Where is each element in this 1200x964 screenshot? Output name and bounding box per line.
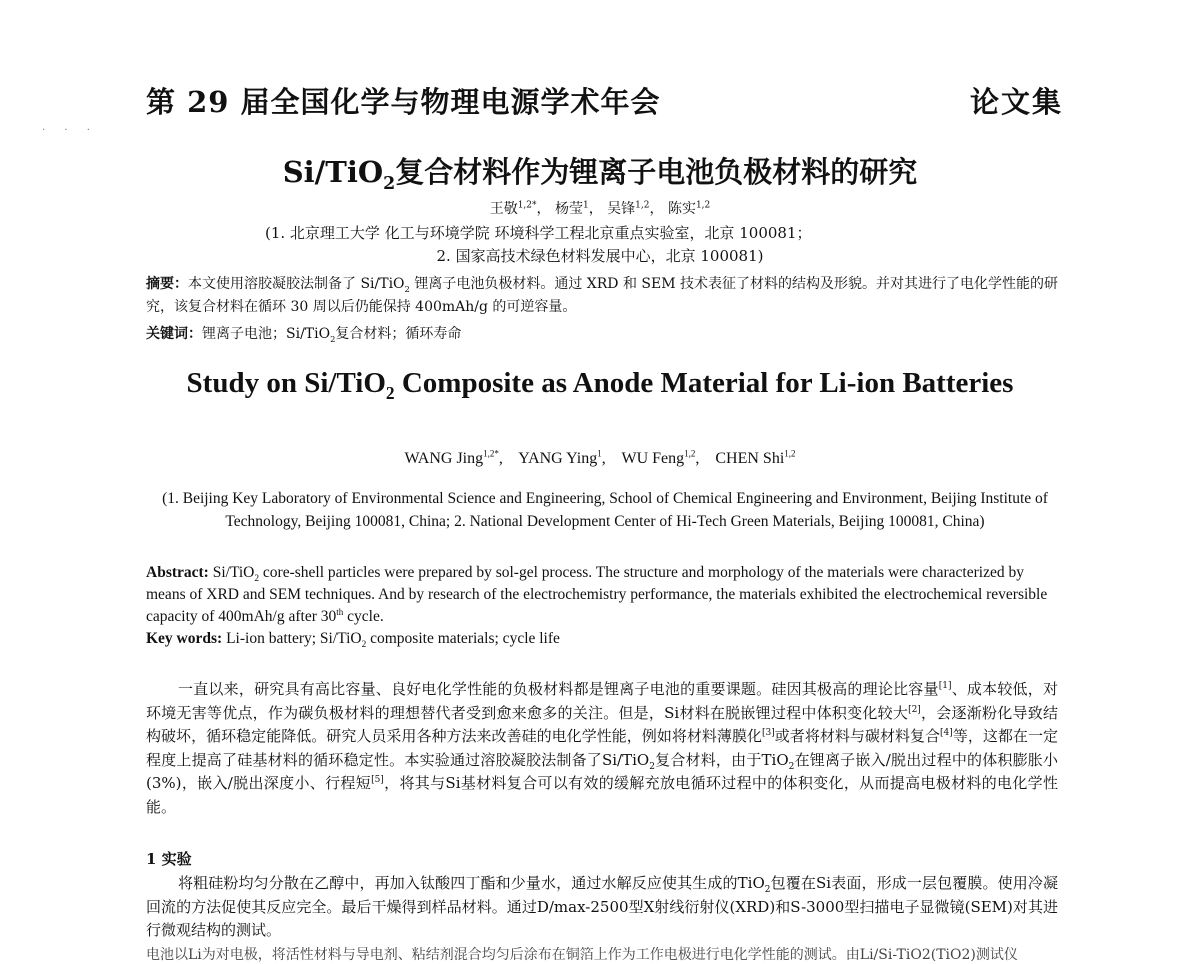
- author-affiliation-mark: 1,2: [784, 448, 796, 459]
- english-abstract-subscript: 2: [254, 574, 260, 585]
- chinese-affiliation-2: 2. 国家高技术绿色材料发展中心，北京 100081): [436, 247, 764, 265]
- chinese-title-pre: Si/TiO: [282, 155, 384, 189]
- author-separator: ,: [695, 450, 700, 467]
- citation: [5]: [371, 775, 384, 785]
- english-authors: [0, 450, 1200, 468]
- author-separator: ，: [588, 201, 603, 217]
- english-affiliation: (1. Beijing Key Laboratory of Environmental Science and Engineering, School of Chemical Engineering and Environment, Beijing Institute of Technology, Beijing 100081, China; 2. National Development Center of Hi-Tech Green Materials, Beijing 100081, China): [162, 490, 1048, 530]
- intro-subscript: 2: [788, 761, 795, 772]
- author-name: 王敬: [489, 201, 518, 217]
- experiment-paragraph: [146, 872, 1058, 943]
- cut-off-line: 电池以Li为对电极，将活性材料与导电剂、粘结剂混合均匀后涂布在铜箔上作为工作电极进行电化学性能的测试。由Li/Si-TiO2(TiO2)测试仪: [146, 947, 1018, 963]
- intro-text: 、成本较低，对环境无害等优点，作为碳负极材料的理想替代者受到愈来愈多的关注。但是，Si材料在脱嵌锂过程中体积变化较大: [146, 680, 1058, 722]
- chinese-affiliation-1: (1. 北京理工大学 化工与环境学院 环境科学工程北京重点实验室，北京 100081；: [265, 224, 812, 242]
- chinese-authors: [0, 198, 1200, 218]
- author-separator: ,: [498, 450, 503, 467]
- author-affiliation-mark: 1: [582, 200, 589, 211]
- author-affiliation-mark: 1,2: [635, 200, 650, 211]
- english-abstract-label: Abstract:: [146, 564, 209, 581]
- author-name: YANG Ying: [518, 450, 598, 467]
- conference-title: 第 29 届全国化学与物理电源学术年会: [146, 85, 661, 119]
- chinese-keywords-text-b: 复合材料；循环寿命: [335, 326, 462, 342]
- author-name: 吴锋: [607, 201, 636, 217]
- scan-dots: · · ·: [42, 125, 98, 136]
- chinese-keywords: [146, 323, 461, 343]
- chinese-abstract-subscript: 2: [404, 283, 410, 294]
- author-affiliation-mark: 1,2: [695, 200, 711, 211]
- citation: [1]: [938, 681, 952, 691]
- author-separator: ，: [536, 201, 551, 217]
- english-abstract-superscript: th: [336, 606, 344, 617]
- author-separator: ,: [601, 450, 606, 467]
- intro-text: ，会逐渐粉化导致结构破坏，循环稳定能降低。研究人员采用各种方法来改善硅的电化学性能，例如将材料薄膜化: [146, 703, 1058, 745]
- intro-text: 一直以来，研究具有高比容量、良好电化学性能的负极材料都是锂离子电池的重要课题。硅因其极高的理论比容量: [178, 680, 939, 698]
- author-affiliation-mark: 1,2: [684, 448, 696, 459]
- intro-subscript: 2: [649, 761, 655, 772]
- english-abstract-text-a: Si/TiO: [208, 564, 255, 581]
- author-name: WU Feng: [621, 450, 685, 467]
- chinese-abstract: [146, 273, 1066, 319]
- english-keywords-label: Key words:: [146, 630, 223, 647]
- introduction-paragraph: [146, 678, 1058, 819]
- author-separator: ，: [649, 201, 664, 217]
- chinese-title: [0, 150, 1200, 194]
- intro-text: 在锂离子嵌入/脱出过程中的体积膨胀小(3%)，嵌入/脱出深度小、行程短: [146, 750, 1059, 792]
- intro-text: ，将其与Si基材料复合可以有效的缓解充放电循环过程中的体积变化，从而提高电极材料的电化学性能。: [146, 774, 1059, 816]
- chinese-abstract-label: 摘要：: [146, 276, 188, 292]
- english-keywords-text-a: Li-ion battery; Si/TiO: [222, 630, 362, 647]
- chinese-keywords-subscript: 2: [330, 333, 336, 344]
- english-title-a: Study on Si/TiO: [186, 367, 386, 399]
- author-affiliation-mark: 1: [597, 448, 602, 459]
- english-abstract-text-c: cycle.: [343, 608, 384, 625]
- experiment-text: 包覆在Si表面，形成一层包覆膜。使用冷凝回流的方法促使其反应完全。最后干燥得到样品材料。通过D/max-2500型X射线衍射仪(XRD)和S-3000型扫描电子显微镜(SEM)对其进行微观结构的测试。: [146, 874, 1058, 939]
- author-name: CHEN Shi: [715, 450, 785, 467]
- intro-text: 等，这都在一定程度上提高了硅基材料的循环稳定性。本实验通过溶胶凝胶法制备了Si/TiO: [146, 727, 1058, 769]
- citation: [2]: [908, 704, 921, 715]
- author-affiliation-mark: 1,2*: [483, 448, 499, 459]
- english-title-b: Composite as Anode Material for Li-ion Batteries: [394, 367, 1014, 399]
- english-title-subscript: 2: [385, 382, 395, 403]
- intro-text: 复合材料，由于TiO: [654, 750, 789, 769]
- author-name: 杨莹: [554, 201, 583, 217]
- english-title: [170, 367, 1030, 403]
- intro-text: 或者将材料与碳材料复合: [774, 727, 941, 745]
- chinese-abstract-text-a: 本文使用溶胶凝胶法制备了 Si/TiO: [188, 276, 405, 292]
- experiment-subscript: 2: [764, 885, 771, 895]
- collection-label: 论文集: [970, 85, 1064, 119]
- author-name: 陈实: [667, 201, 696, 217]
- author-name: WANG Jing: [404, 450, 484, 467]
- chinese-keywords-text-a: 锂离子电池；Si/TiO: [202, 326, 331, 342]
- chinese-title-subscript: 2: [383, 173, 396, 194]
- english-keywords-text-b: composite materials; cycle life: [366, 630, 560, 647]
- chinese-title-post: 复合材料作为锂离子电池负极材料的研究: [395, 155, 918, 189]
- english-abstract-text-b: core-shell particles were prepared by sol-gel process. The structure and morphology of the materials were characterized by means of XRD and SEM techniques. And by research of the electrochemistry performance, the materials exhibited the electrochemical reversible capacity of 400mAh/g after 30: [146, 564, 1048, 625]
- english-abstract: [146, 562, 1051, 628]
- chinese-abstract-text-b: 锂离子电池负极材料。通过 XRD 和 SEM 技术表征了材料的结构及形貌。并对其进行了电化学性能的研究，该复合材料在循环 30 周以后仍能保持 400mAh/g 的可逆容量。: [146, 276, 1059, 315]
- section-heading-experiment: 1 实验: [146, 850, 192, 868]
- experiment-text: 将粗硅粉均匀分散在乙醇中，再加入钛酸四丁酯和少量水，通过水解反应使其生成的TiO: [178, 874, 765, 892]
- chinese-keywords-label: 关键词：: [146, 326, 202, 342]
- citation: [3]: [762, 728, 775, 738]
- english-keywords: [146, 630, 560, 651]
- citation: [4]: [940, 728, 953, 738]
- english-keywords-subscript: 2: [361, 640, 367, 651]
- author-affiliation-mark: 1,2*: [517, 200, 537, 211]
